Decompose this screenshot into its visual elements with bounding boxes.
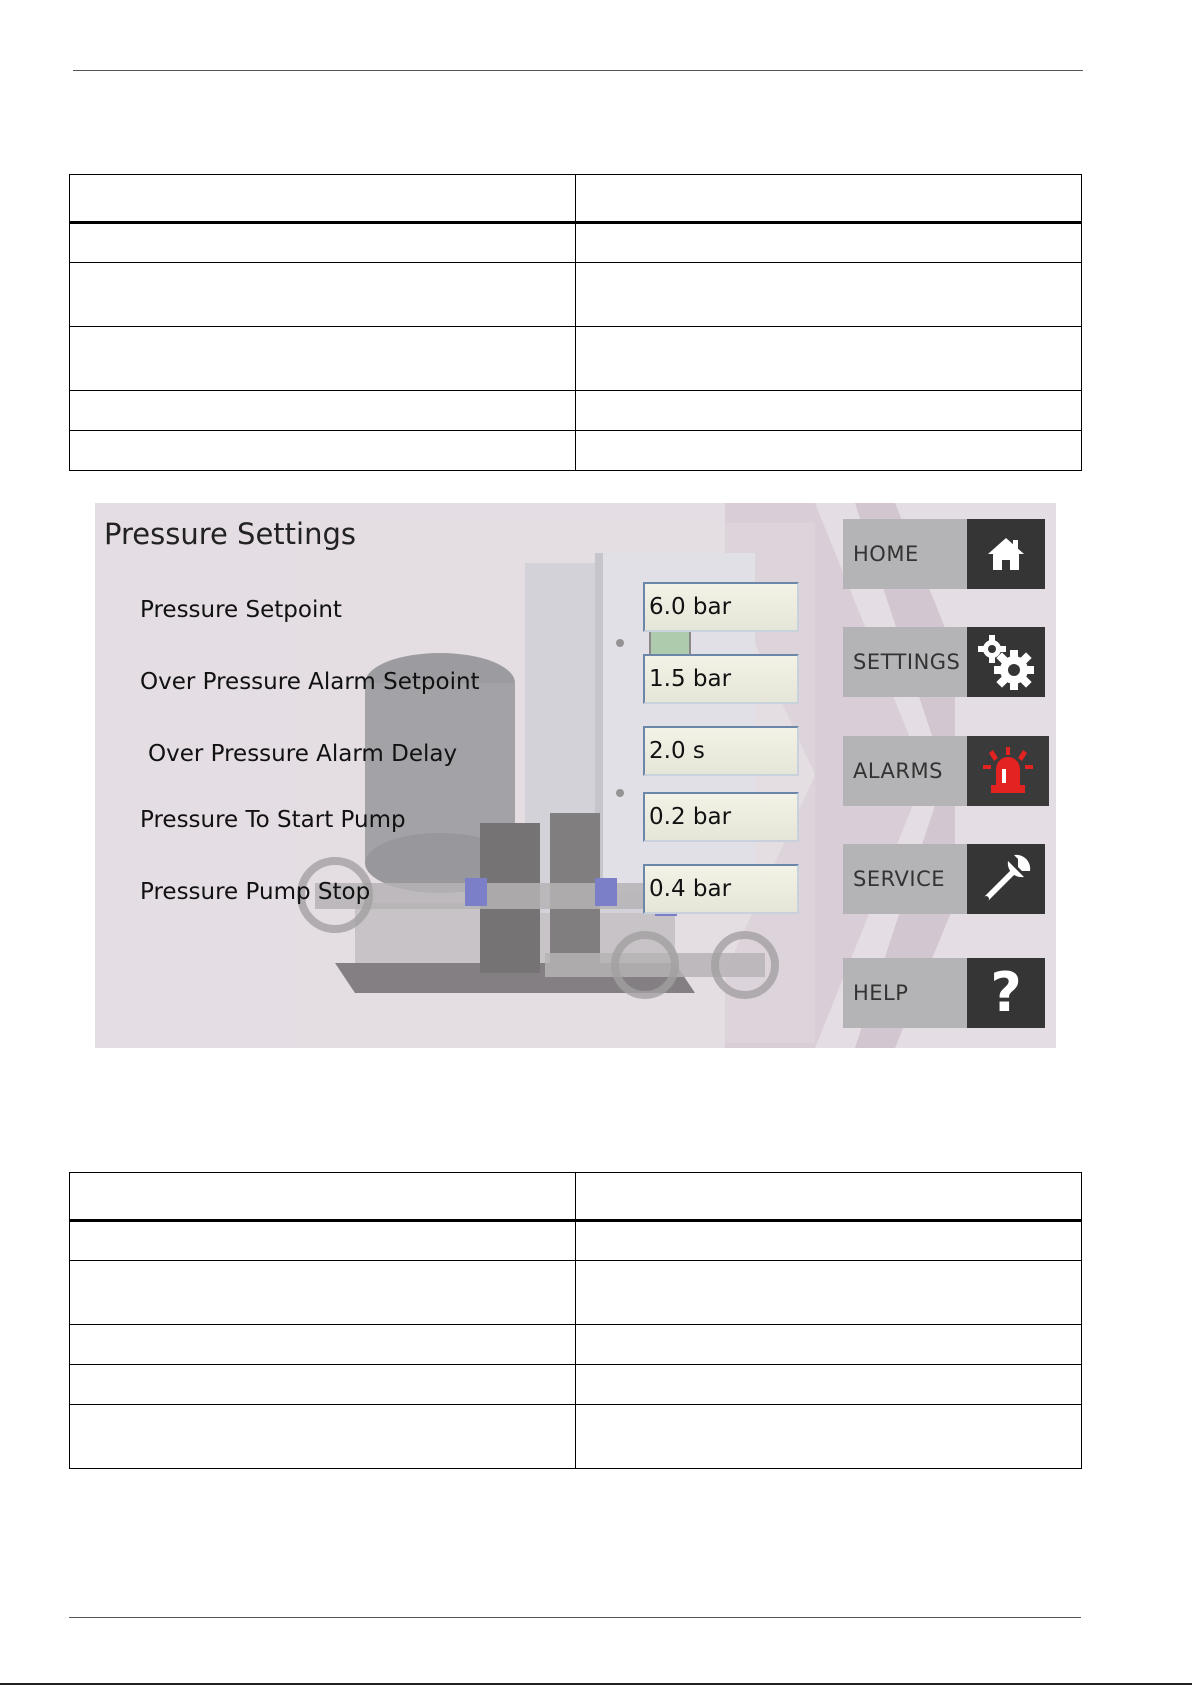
home-icon [967,519,1045,589]
over-pressure-alarm-setpoint-label: Over Pressure Alarm Setpoint [140,669,480,695]
wrench-icon [967,844,1045,914]
alarms-button[interactable] [843,736,1045,806]
table-2-header-row [70,1173,1082,1221]
settings-button-label: SETTINGS [843,627,967,697]
table-row [70,1325,1082,1365]
home-button[interactable] [843,519,1045,589]
table-row [70,223,1082,263]
table-row [70,431,1082,471]
pressure-setpoint-input[interactable]: 6.0 bar [643,582,799,632]
table-2 [69,1172,1082,1469]
alarms-button-label: ALARMS [843,736,967,806]
service-button[interactable] [843,844,1045,914]
table-1-header-row [70,175,1082,223]
pressure-to-start-pump-input[interactable]: 0.2 bar [643,792,799,842]
table-row [70,1221,1082,1261]
table-row [70,391,1082,431]
footer-rule [69,1617,1081,1618]
question-mark-icon: ? [967,958,1045,1028]
over-pressure-alarm-setpoint-input[interactable]: 1.5 bar [643,654,799,704]
pressure-pump-stop-input[interactable]: 0.4 bar [643,864,799,914]
table-row [70,263,1082,327]
table-1 [69,174,1082,471]
table-row [70,327,1082,391]
over-pressure-alarm-delay-label: Over Pressure Alarm Delay [148,741,458,767]
pressure-to-start-pump-label: Pressure To Start Pump [140,807,406,833]
siren-icon [967,736,1049,806]
help-button[interactable] [843,958,1045,1028]
table-row [70,1261,1082,1325]
pressure-setpoint-label: Pressure Setpoint [140,597,342,623]
service-button-label: SERVICE [843,844,967,914]
help-button-label: HELP [843,958,967,1028]
table-row [70,1405,1082,1469]
pressure-settings-screen [95,503,1056,1048]
settings-button[interactable] [843,627,1045,697]
pressure-pump-stop-label: Pressure Pump Stop [140,879,371,905]
home-button-label: HOME [843,519,967,589]
over-pressure-alarm-delay-input[interactable]: 2.0 s [643,726,799,776]
screen-title: Pressure Settings [104,517,356,551]
table-row [70,1365,1082,1405]
gears-icon [967,627,1045,697]
header-rule [73,70,1083,71]
